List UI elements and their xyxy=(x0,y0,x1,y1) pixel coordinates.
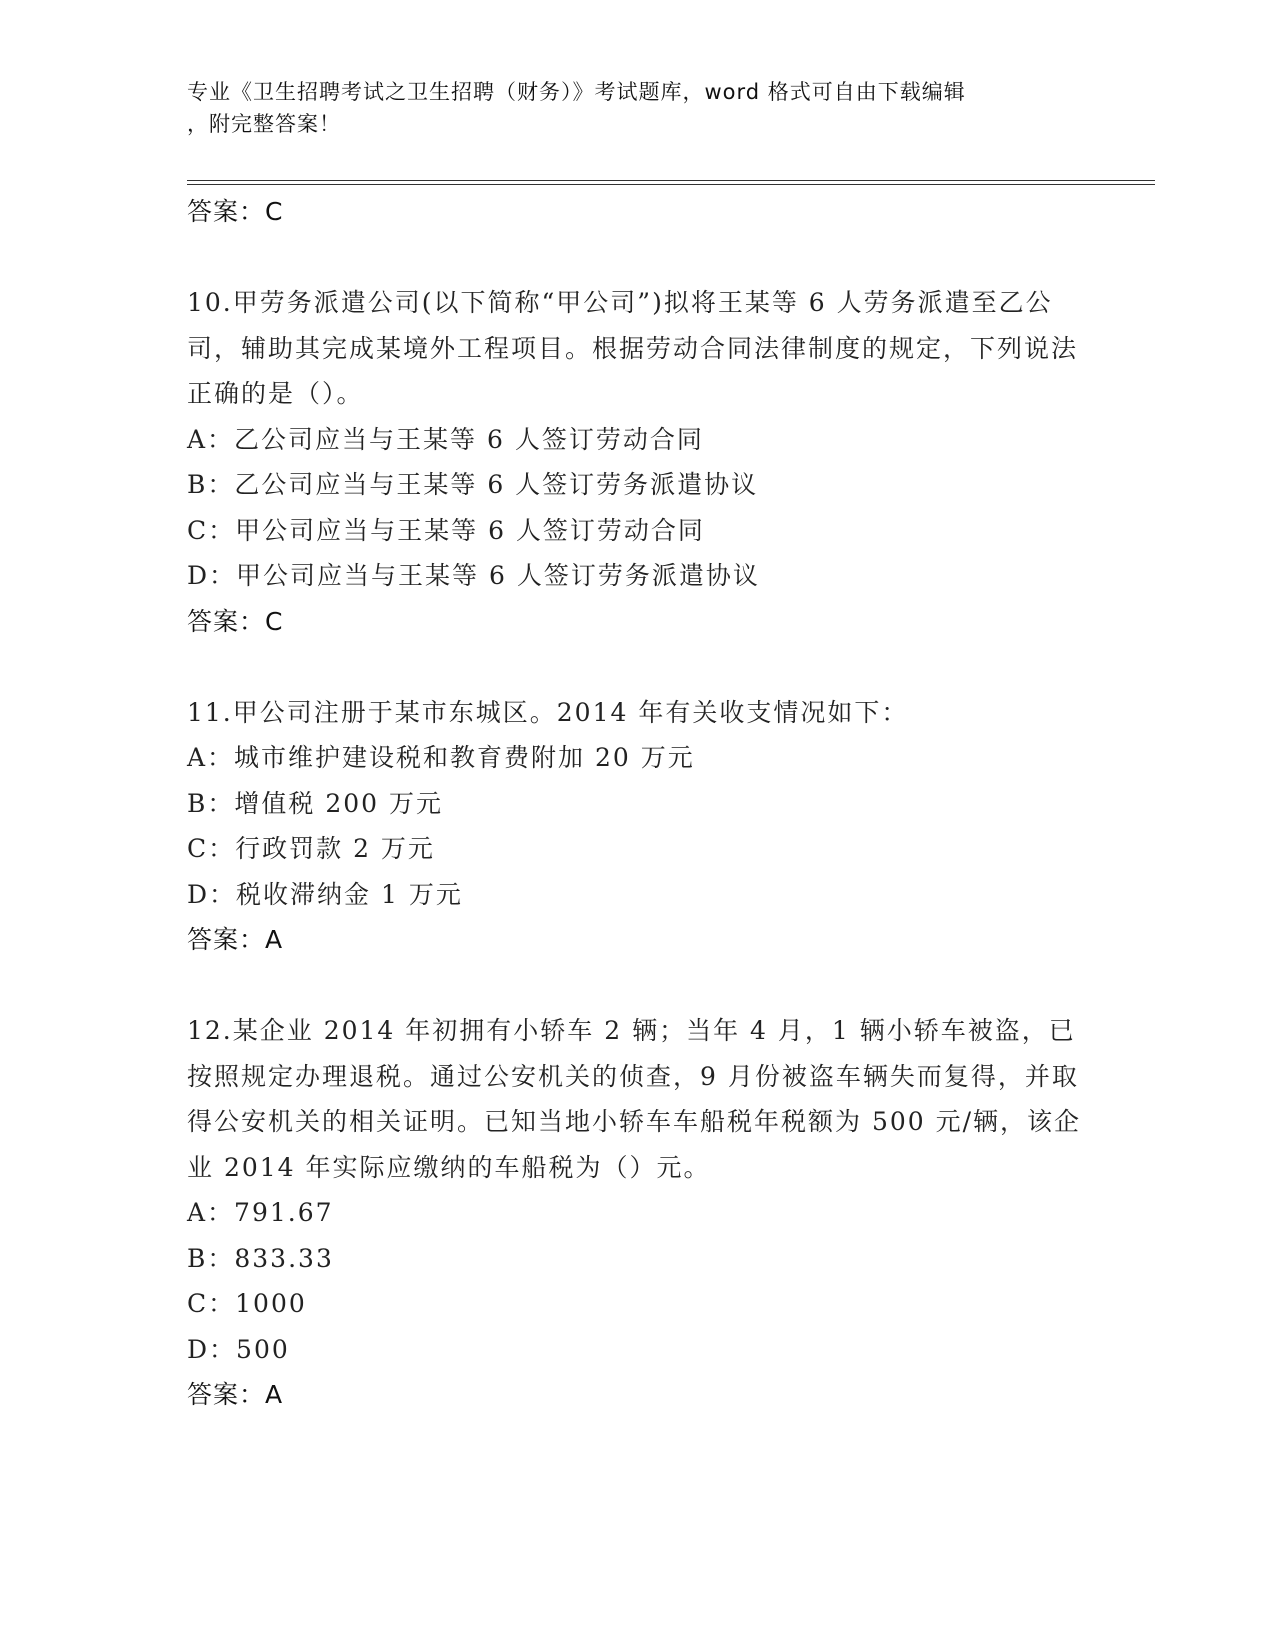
document-body xyxy=(187,189,1087,1418)
document-header xyxy=(187,76,1087,140)
header-divider-bottom xyxy=(187,184,1155,185)
option-d: D：甲公司应当与王某等 6 人签订劳务派遣协议 xyxy=(187,561,760,590)
answer-label: 答案：A xyxy=(187,1380,284,1409)
answer-label: 答案：A xyxy=(187,925,284,954)
option-a: A：791.67 xyxy=(187,1198,334,1227)
answer-label: 答案：C xyxy=(187,197,284,226)
question-stem: 12.某企业 2014 年初拥有小轿车 2 辆；当年 4 月，1 辆小轿车被盗，已按照规定办理退税。通过公安机关的侦查，9 月份被盗车辆失而复得，并取得公安机关的相关证明。已知当地小轿车车船税年税额为 500 元/辆，该企业 2014 年实际应缴纳的车船税为（）元。 xyxy=(187,1016,1082,1182)
option-d: D：500 xyxy=(187,1334,290,1364)
answer-label: 答案：C xyxy=(187,606,284,636)
question-10 xyxy=(187,280,1087,645)
option-a: A：乙公司应当与王某等 6 人签订劳动合同 xyxy=(187,424,704,454)
question-stem: 10.甲劳务派遣公司(以下简称“甲公司”)拟将王某等 6 人劳务派遣至乙公司，辅助其完成某境外工程项目。根据劳动合同法律制度的规定，下列说法正确的是（）。 xyxy=(187,288,1079,408)
option-b: B：833.33 xyxy=(187,1243,334,1273)
option-c: C：甲公司应当与王某等 6 人签订劳动合同 xyxy=(187,515,705,545)
option-a: A：城市维护建设税和教育费附加 20 万元 xyxy=(187,743,695,772)
option-d: D：税收滞纳金 1 万元 xyxy=(187,879,463,909)
question-12 xyxy=(187,1008,1087,1418)
header-divider-top xyxy=(187,180,1155,181)
question-stem: 11.甲公司注册于某市东城区。2014 年有关收支情况如下： xyxy=(187,697,909,727)
question-11 xyxy=(187,690,1087,964)
option-c: C：1000 xyxy=(187,1289,307,1318)
option-b: B：增值税 200 万元 xyxy=(187,788,443,818)
option-c: C：行政罚款 2 万元 xyxy=(187,834,435,863)
header-line-1: 专业《卫生招聘考试之卫生招聘（财务）》考试题库，word 格式可自由下载编辑 xyxy=(187,80,966,104)
option-b: B：乙公司应当与王某等 6 人签订劳务派遣协议 xyxy=(187,470,759,499)
header-line-2: ，附完整答案！ xyxy=(187,112,341,136)
